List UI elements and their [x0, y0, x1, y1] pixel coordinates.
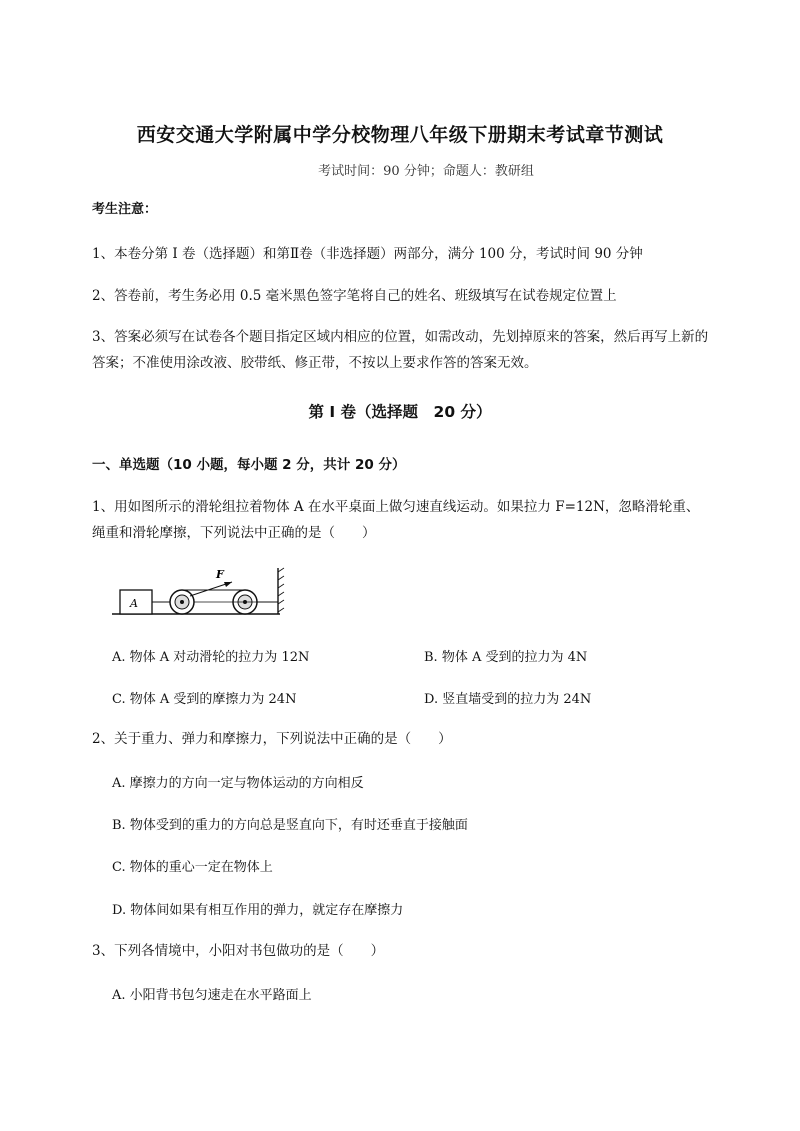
option-c: C. 物体的重心一定在物体上 — [112, 860, 273, 875]
question-stem: 2、关于重力、弹力和摩擦力，下列说法中正确的是（ ） — [92, 731, 452, 747]
question-stem: 3、下列各情境中，小阳对书包做功的是（ ） — [92, 943, 385, 959]
option-c: C. 物体 A 受到的摩擦力为 24N — [112, 692, 297, 707]
notes-heading: 考生注意： — [92, 202, 158, 217]
option-d: D. 竖直墙受到的拉力为 24N — [424, 692, 592, 707]
option-d: D. 物体间如果有相互作用的弹力，就定存在摩擦力 — [112, 903, 404, 918]
wall-hatch — [278, 568, 284, 612]
pulley-diagram — [112, 562, 292, 622]
option-b: B. 物体 A 受到的拉力为 4N — [424, 650, 588, 665]
block-label: A — [130, 597, 138, 610]
option-a: A. 小阳背书包匀速走在水平路面上 — [112, 988, 312, 1003]
page-title: 西安交通大学附属中学分校物理八年级下册期末考试章节测试 — [136, 124, 664, 146]
part-heading: 一、单选题（10 小题，每小题 2 分，共计 20 分） — [92, 457, 406, 473]
force-arrow — [224, 582, 232, 587]
exam-subtitle: 考试时间：90 分钟；命题人：教研组 — [318, 164, 534, 179]
question-stem: 1、用如图所示的滑轮组拉着物体 A 在水平桌面上做匀速直线运动。如果拉力 F=12N，忽略滑轮重、绳重和滑轮摩擦，下列说法中正确的是（ ） — [92, 499, 700, 541]
force-label: F — [216, 568, 224, 581]
note-item: 3、答案必须写在试卷各个题目指定区域内相应的位置，如需改动，先划掉原来的答案，然后再写上新的答案；不准使用涂改液、胶带纸、修正带，不按以上要求作答的答案无效。 — [92, 329, 709, 371]
option-a: A. 物体 A 对动滑轮的拉力为 12N — [112, 650, 310, 665]
option-b: B. 物体受到的重力的方向总是竖直向下，有时还垂直于接触面 — [112, 818, 468, 833]
option-a: A. 摩擦力的方向一定与物体运动的方向相反 — [112, 776, 364, 791]
note-item: 1、本卷分第 I 卷（选择题）和第Ⅱ卷（非选择题）两部分，满分 100 分，考试时间 90 分钟 — [92, 246, 643, 262]
note-item: 2、答卷前，考生务必用 0.5 毫米黑色签字笔将自己的姓名、班级填写在试卷规定位置上 — [92, 288, 617, 304]
section-title: 第 I 卷（选择题 20 分） — [308, 403, 492, 421]
